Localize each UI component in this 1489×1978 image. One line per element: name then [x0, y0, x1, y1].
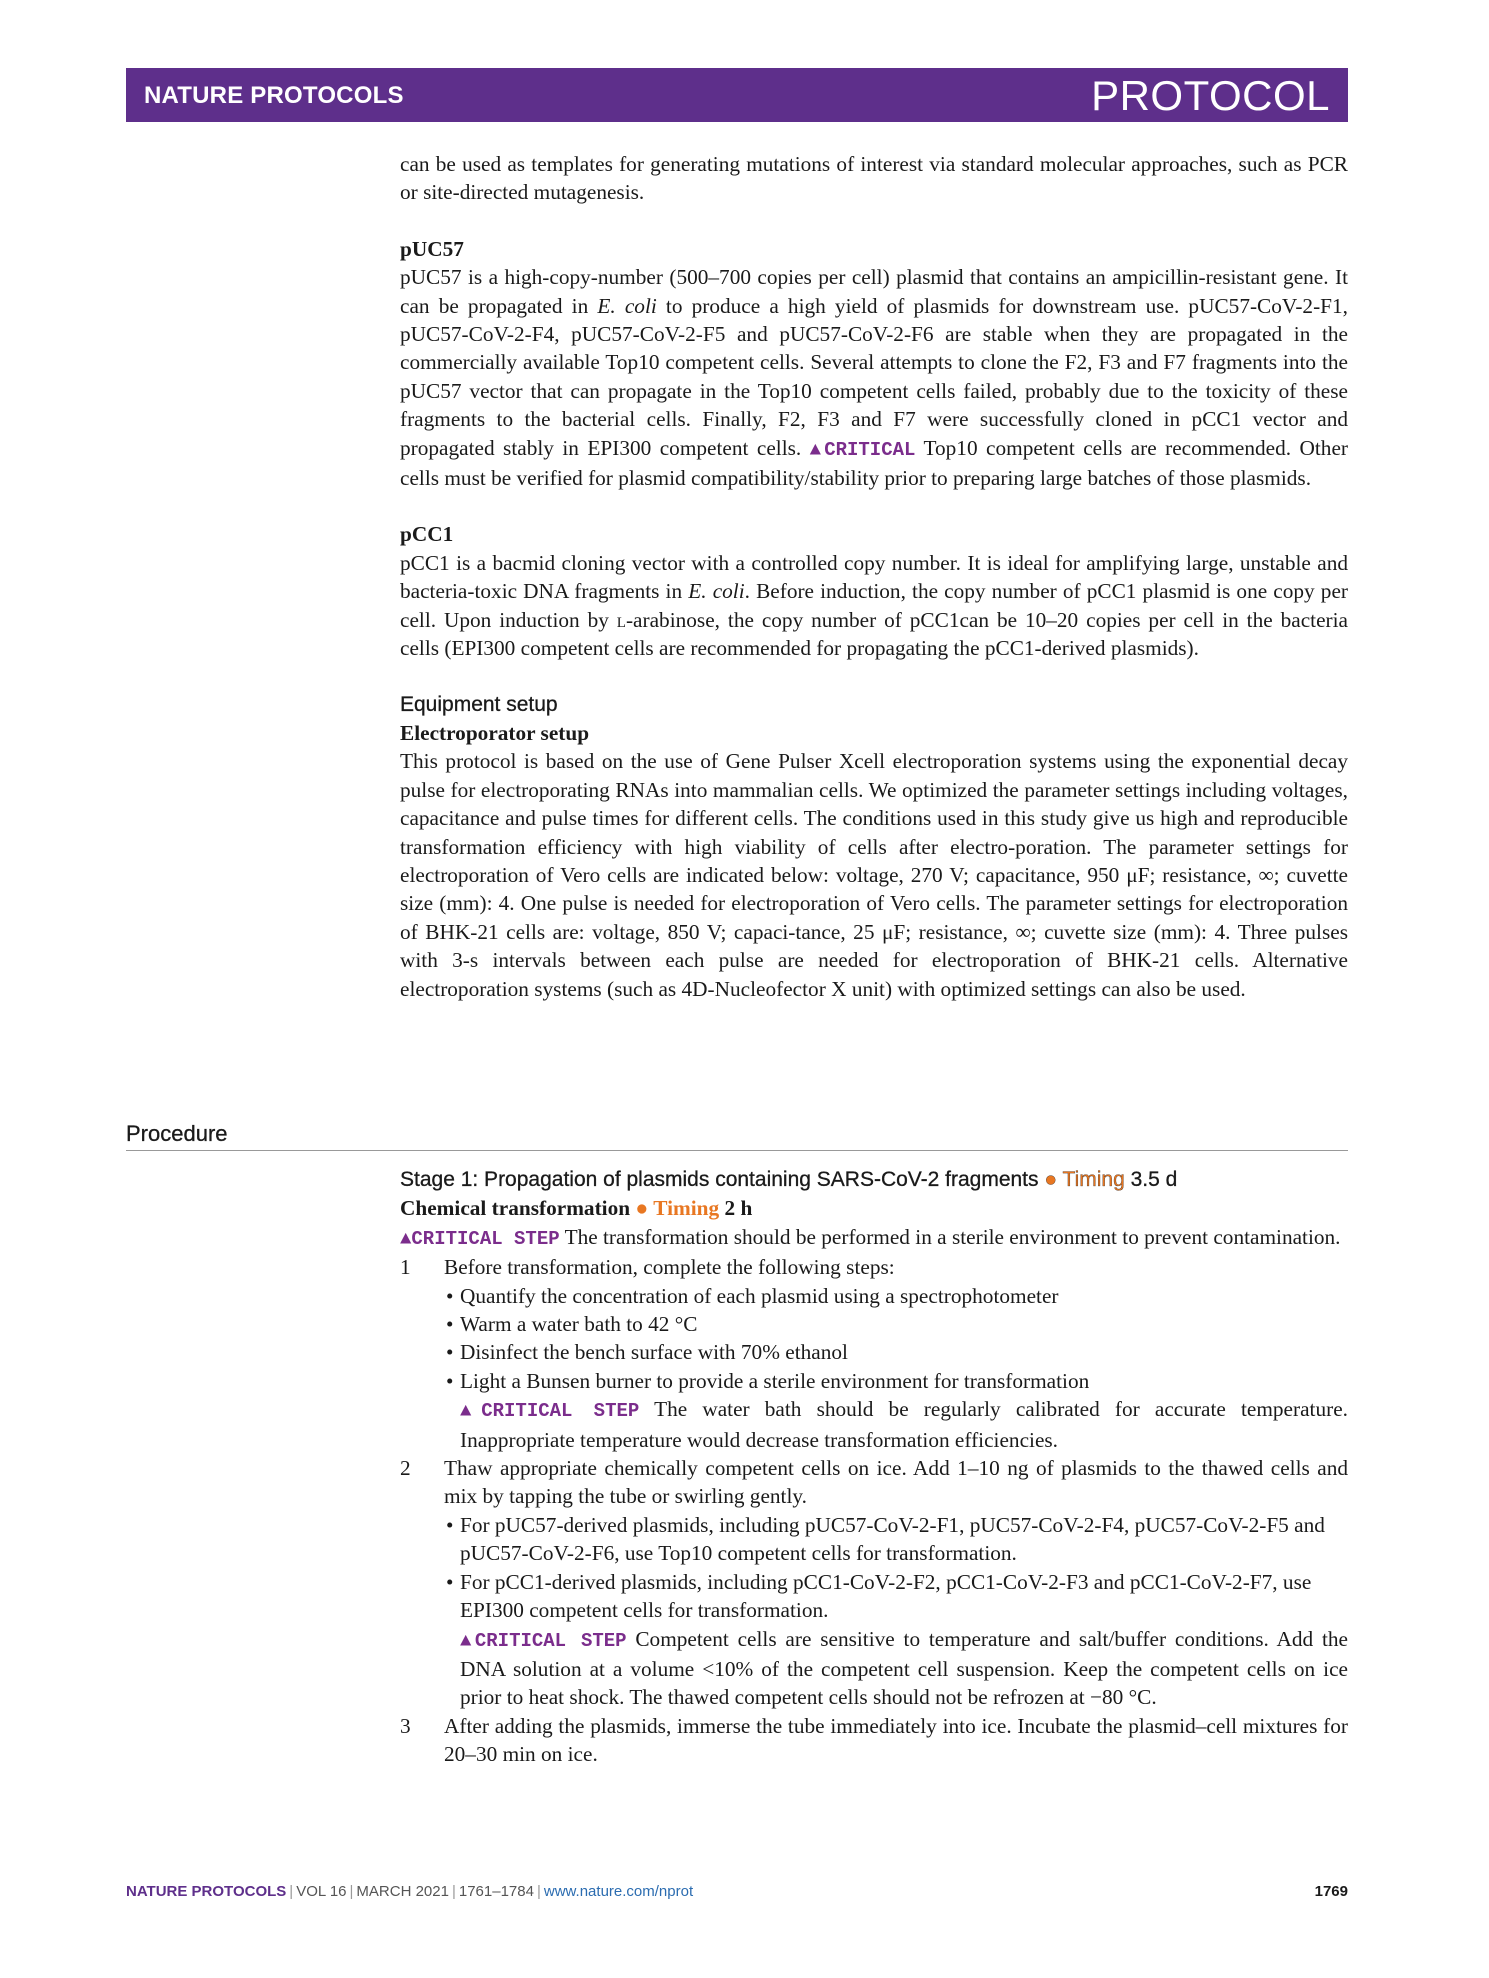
bullet-item: • For pUC57-derived plasmids, including pUC57-CoV-2-F1, pUC57-CoV-2-F4, pUC57-CoV-2-F5 and pUC57-CoV-2-F6, use Top10 competent cells for transformation.: [446, 1512, 1325, 1566]
timing-dot-icon: ●: [1044, 1168, 1058, 1191]
footer-volume: VOL 16: [296, 1883, 347, 1900]
step-number: 2: [400, 1456, 411, 1481]
stage-title: Stage 1: Propagation of plasmids containing SARS-CoV-2 fragments ● Timing 3.5 d: [400, 1168, 1178, 1191]
journal-header-bar: [126, 68, 1348, 122]
footer-url-link[interactable]: www.nature.com/nprot: [543, 1883, 694, 1900]
chemical-transformation-heading: Chemical transformation ● Timing 2 h: [400, 1196, 753, 1221]
pcc1-paragraph: pCC1 is a bacmid cloning vector with a controlled copy number. It is ideal for amplifying large, unstable and bacteria-toxic DNA fragments in E. coli. Before induction, the copy number of pCC1 plasmid is one copy per cell. Upon induction by l-arabinose, the copy number of pCC1can be 10–20 copies per cell in the bacteria cells (EPI300 competent cells are recommended for propagating the pCC1-derived plasmids).: [400, 550, 1349, 661]
main-column-upper: [400, 150, 1348, 1003]
electroporator-paragraph: This protocol is based on the use of Gene Pulser Xcell electroporation systems using the exponential decay pulse for electroporating RNAs into mammalian cells. We optimized the parameter settings including voltages, capacitance and pulse times for different cells. The conditions used in this study give us high and reproducible transformation efficiency with high viability of cells after electro-poration. The parameter settings for electroporation of Vero cells are indicated below: voltage, 270 V; capacitance, 950 μF; resistance, ∞; cuvette size (mm): 4. One pulse is needed for electroporation of Vero cells. The parameter settings for electroporation of BHK-21 cells are: voltage, 850 V; capaci-tance, 25 μF; resistance, ∞; cuvette size (mm): 4. Three pulses with 3-s intervals between each pulse are needed for electroporation of BHK-21 cells. Alternative electroporation systems (such as 4D-Nucleofector X unit) with optimized settings can also be used.: [400, 749, 1348, 1001]
bullet-item: • Quantify the concentration of each plasmid using a spectrophotometer: [446, 1283, 1059, 1308]
article-type: PROTOCOL: [1091, 72, 1330, 119]
footer-date: MARCH 2021: [356, 1883, 449, 1900]
critical-step-note: ▲CRITICAL STEP Competent cells are sensitive to temperature and salt/buffer conditions. Add the DNA solution at a volume <10% of the competent cell suspension. Keep the competent cells on ice prior to heat shock. The thawed competent cells should not be refrozen at −80 °C.: [460, 1626, 1348, 1710]
procedure-step-3: [400, 1712, 1348, 1769]
pcc1-heading: pCC1: [400, 522, 454, 547]
footer-pages: 1761–1784: [458, 1883, 534, 1900]
critical-label: ▲CRITICAL: [809, 438, 916, 461]
puc57-heading: pUC57: [400, 236, 464, 261]
step-text: Thaw appropriate chemically competent cells on ice. Add 1–10 ng of plasmids to the thawed cells and mix by tapping the tube or swirling gently.: [444, 1456, 1348, 1509]
procedure-label: Procedure: [126, 1121, 228, 1146]
critical-step-note: ▲CRITICAL STEP The water bath should be regularly calibrated for accurate temperature. Inappropriate temperature would decrease transformation efficiencies.: [460, 1397, 1348, 1452]
critical-step-note: ▲CRITICAL STEP The transformation should be performed in a sterile environment to prevent contamination.: [400, 1224, 1341, 1250]
procedure-column: [400, 1166, 1348, 1769]
footer-journal: NATURE PROTOCOLS: [126, 1883, 287, 1900]
bullet-item: • Disinfect the bench surface with 70% ethanol: [446, 1340, 848, 1365]
step-text: Before transformation, complete the following steps:: [444, 1255, 895, 1280]
journal-name: NATURE PROTOCOLS: [144, 82, 404, 109]
step-number: 1: [400, 1255, 411, 1280]
electroporator-setup-heading: Electroporator setup: [400, 720, 590, 745]
procedure-step-2: [400, 1454, 1348, 1712]
timing-dot-icon: ●: [635, 1196, 649, 1221]
step-text: After adding the plasmids, immerse the tube immediately into ice. Incubate the plasmid–cell mixtures for 20–30 min on ice.: [444, 1713, 1348, 1767]
page-footer: NATURE PROTOCOLS | VOL 16 | MARCH 2021 | 1761–1784 | www.nature.com/nprot 1769: [126, 1883, 1348, 1900]
procedure-step-1: [400, 1253, 1348, 1454]
puc57-paragraph: pUC57 is a high-copy-number (500–700 copies per cell) plasmid that contains an ampicillin-resistant gene. It can be propagated in E. coli to produce a high yield of plasmids for downstream use. pUC57-CoV-2-F1, pUC57-CoV-2-F4, pUC57-CoV-2-F5 and pUC57-CoV-2-F6 are stable when they are propagated in the commercially available Top10 competent cells. Several attempts to clone the F2, F3 and F7 fragments into the pUC57 vector that can propagate in the Top10 competent cells failed, probably due to the toxicity of these fragments to the bacterial cells. Finally, F2, F3 and F7 were successfully cloned in pCC1 vector and propagated stably in EPI300 competent cells. ▲CRITICAL Top10 competent cells are recommended. Other cells must be verified for plasmid compatibility/stability prior to preparing large batches of those plasmids.: [400, 265, 1349, 491]
page-number: 1769: [1314, 1883, 1348, 1900]
bullet-item: • For pCC1-derived plasmids, including pCC1-CoV-2-F2, pCC1-CoV-2-F3 and pCC1-CoV-2-F7, use EPI300 competent cells for transformation.: [446, 1569, 1312, 1623]
step-number: 3: [400, 1713, 411, 1738]
procedure-divider: [126, 1150, 1348, 1151]
equipment-setup-heading: Equipment setup: [400, 692, 558, 716]
bullet-item: • Warm a water bath to 42 °C: [446, 1312, 698, 1337]
bullet-item: • Light a Bunsen burner to provide a sterile environment for transformation: [446, 1368, 1090, 1393]
intro-paragraph: can be used as templates for generating mutations of interest via standard molecular approaches, such as PCR or site-directed mutagenesis.: [400, 152, 1348, 205]
